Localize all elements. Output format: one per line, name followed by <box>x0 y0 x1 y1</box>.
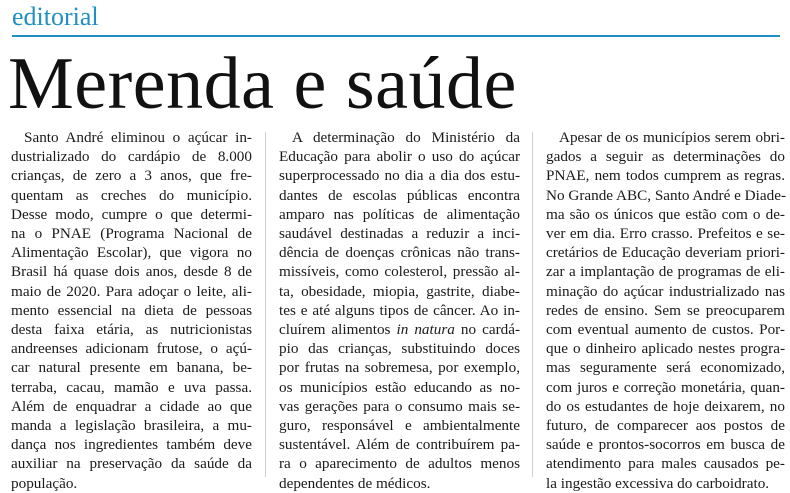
text-line: la ingestão excessiva do carboidrato. <box>546 474 770 492</box>
text-line: auxiliar na preservação da saúde da <box>11 455 252 473</box>
text-line: saúde e prontos-socorros em busca de <box>546 436 785 454</box>
text-line: redes de ensino. Sem se preocuparem <box>546 301 785 319</box>
column-3 <box>546 128 785 493</box>
text-line: A determinação do Ministério da <box>292 129 520 146</box>
text-line: ra o aparecimento de adultos menos <box>279 455 520 473</box>
text-line: Santo André eliminou o açúcar in- <box>24 129 252 146</box>
text-line: maio de 2020. Para adoçar o leite, ali- <box>11 282 252 300</box>
text-line: pio das crianças, substituindo doces <box>279 340 520 358</box>
text-line: tes e até alguns tipos de câncer. Ao in- <box>279 301 520 319</box>
text-line <box>279 320 520 339</box>
text-fragment: cluírem alimentos <box>279 321 391 339</box>
text-line: Brasil há quase dois anos, desde 8 de <box>11 263 252 281</box>
text-line: futuro, de comparecer aos postos de <box>546 417 785 435</box>
text-line: mas seguramente será economizado, <box>546 359 785 377</box>
text-line: dependentes de médicos. <box>279 474 431 492</box>
text-line: desta faixa etária, as nutricionistas <box>11 321 252 339</box>
text-line: que o dinheiro aplicado nestes progra- <box>546 340 785 358</box>
text-line: crianças, de zero a 3 anos, que fre- <box>11 167 252 185</box>
text-line: Educação para abolir o uso do açúcar <box>279 148 520 166</box>
text-line: por frutas na sobremesa, por exemplo, <box>279 359 520 377</box>
text-fragment: no cardá- <box>460 321 521 339</box>
text-line: manda a legislação brasileira, a mu- <box>11 417 252 435</box>
text-line: ver em dia. Erro crasso. Prefeitos e se- <box>546 225 785 243</box>
text-line: com eventual aumento de custos. Por- <box>546 321 785 339</box>
text-line: saudável destinadas a reduzir a inci- <box>279 225 520 243</box>
text-line: mento essencial na dieta de pessoas <box>11 301 252 319</box>
text-line: sustentável. Além de contribuírem pa- <box>279 436 520 454</box>
text-line: dança nos ingredientes também deve <box>11 436 252 454</box>
article-body <box>0 128 790 492</box>
text-line: Alimentação Escolar), que vigora no <box>11 244 252 262</box>
text-line: missíveis, como colesterol, pressão al- <box>279 263 520 281</box>
text-line: andreenses adicionam frutose, o açú- <box>11 340 252 358</box>
text-line: população. <box>11 474 78 492</box>
text-line: minação do açúcar industrializado nas <box>546 282 785 300</box>
italic-term: in natura <box>396 321 455 339</box>
text-line: amparo nas políticas de alimentação <box>279 205 520 223</box>
text-line: atendimento para males causados pe- <box>546 455 785 473</box>
text-line: zar a implantação de programas de eli- <box>546 263 785 281</box>
text-line: dustrializado do cardápio de 8.000 <box>11 148 252 166</box>
text-line: guro, responsável e ambientalmente <box>279 417 520 435</box>
text-line: vas gerações para o consumo mais se- <box>279 397 520 415</box>
text-line: quentam as creches do município. <box>11 186 252 204</box>
text-line: dantes de escolas públicas encontra <box>279 186 520 204</box>
text-line: cretários de Educação deveriam priori- <box>546 244 785 262</box>
text-line: superprocessado no dia a dia dos estu- <box>279 167 520 185</box>
section-label: editorial <box>12 2 99 31</box>
text-line: terraba, cacau, mamão e uva passa. <box>11 378 252 396</box>
text-line: na o PNAE (Programa Nacional de <box>11 225 252 243</box>
text-line: Além de enquadrar a cidade ao que <box>11 397 252 415</box>
headline: Merenda e saúde <box>8 43 517 125</box>
text-line: ta, obesidade, miopia, gastrite, diabe- <box>279 282 520 300</box>
text-line: os municípios estão educando as no- <box>279 378 520 396</box>
section-rule <box>12 35 780 37</box>
text-line: No Grande ABC, Santo André e Diade- <box>546 186 786 204</box>
text-line: ma são os únicos que estão com o de- <box>546 205 785 223</box>
text-line: car natural presente em banana, be- <box>11 359 252 377</box>
text-line: Desse modo, cumpre o que determi- <box>11 205 252 223</box>
text-line: do os estudantes de hoje deixarem, no <box>546 397 785 415</box>
text-line: gados a seguir as determinações do <box>546 148 785 166</box>
text-line: Apesar de os municípios serem obri- <box>559 129 785 146</box>
text-line: dência de doenças crônicas não trans- <box>279 244 520 262</box>
column-1 <box>11 128 252 493</box>
text-line: com juros e correção monetária, quan- <box>546 378 785 396</box>
column-2 <box>279 128 520 493</box>
text-line: PNAE, nem todos cumprem as regras. <box>546 167 785 185</box>
